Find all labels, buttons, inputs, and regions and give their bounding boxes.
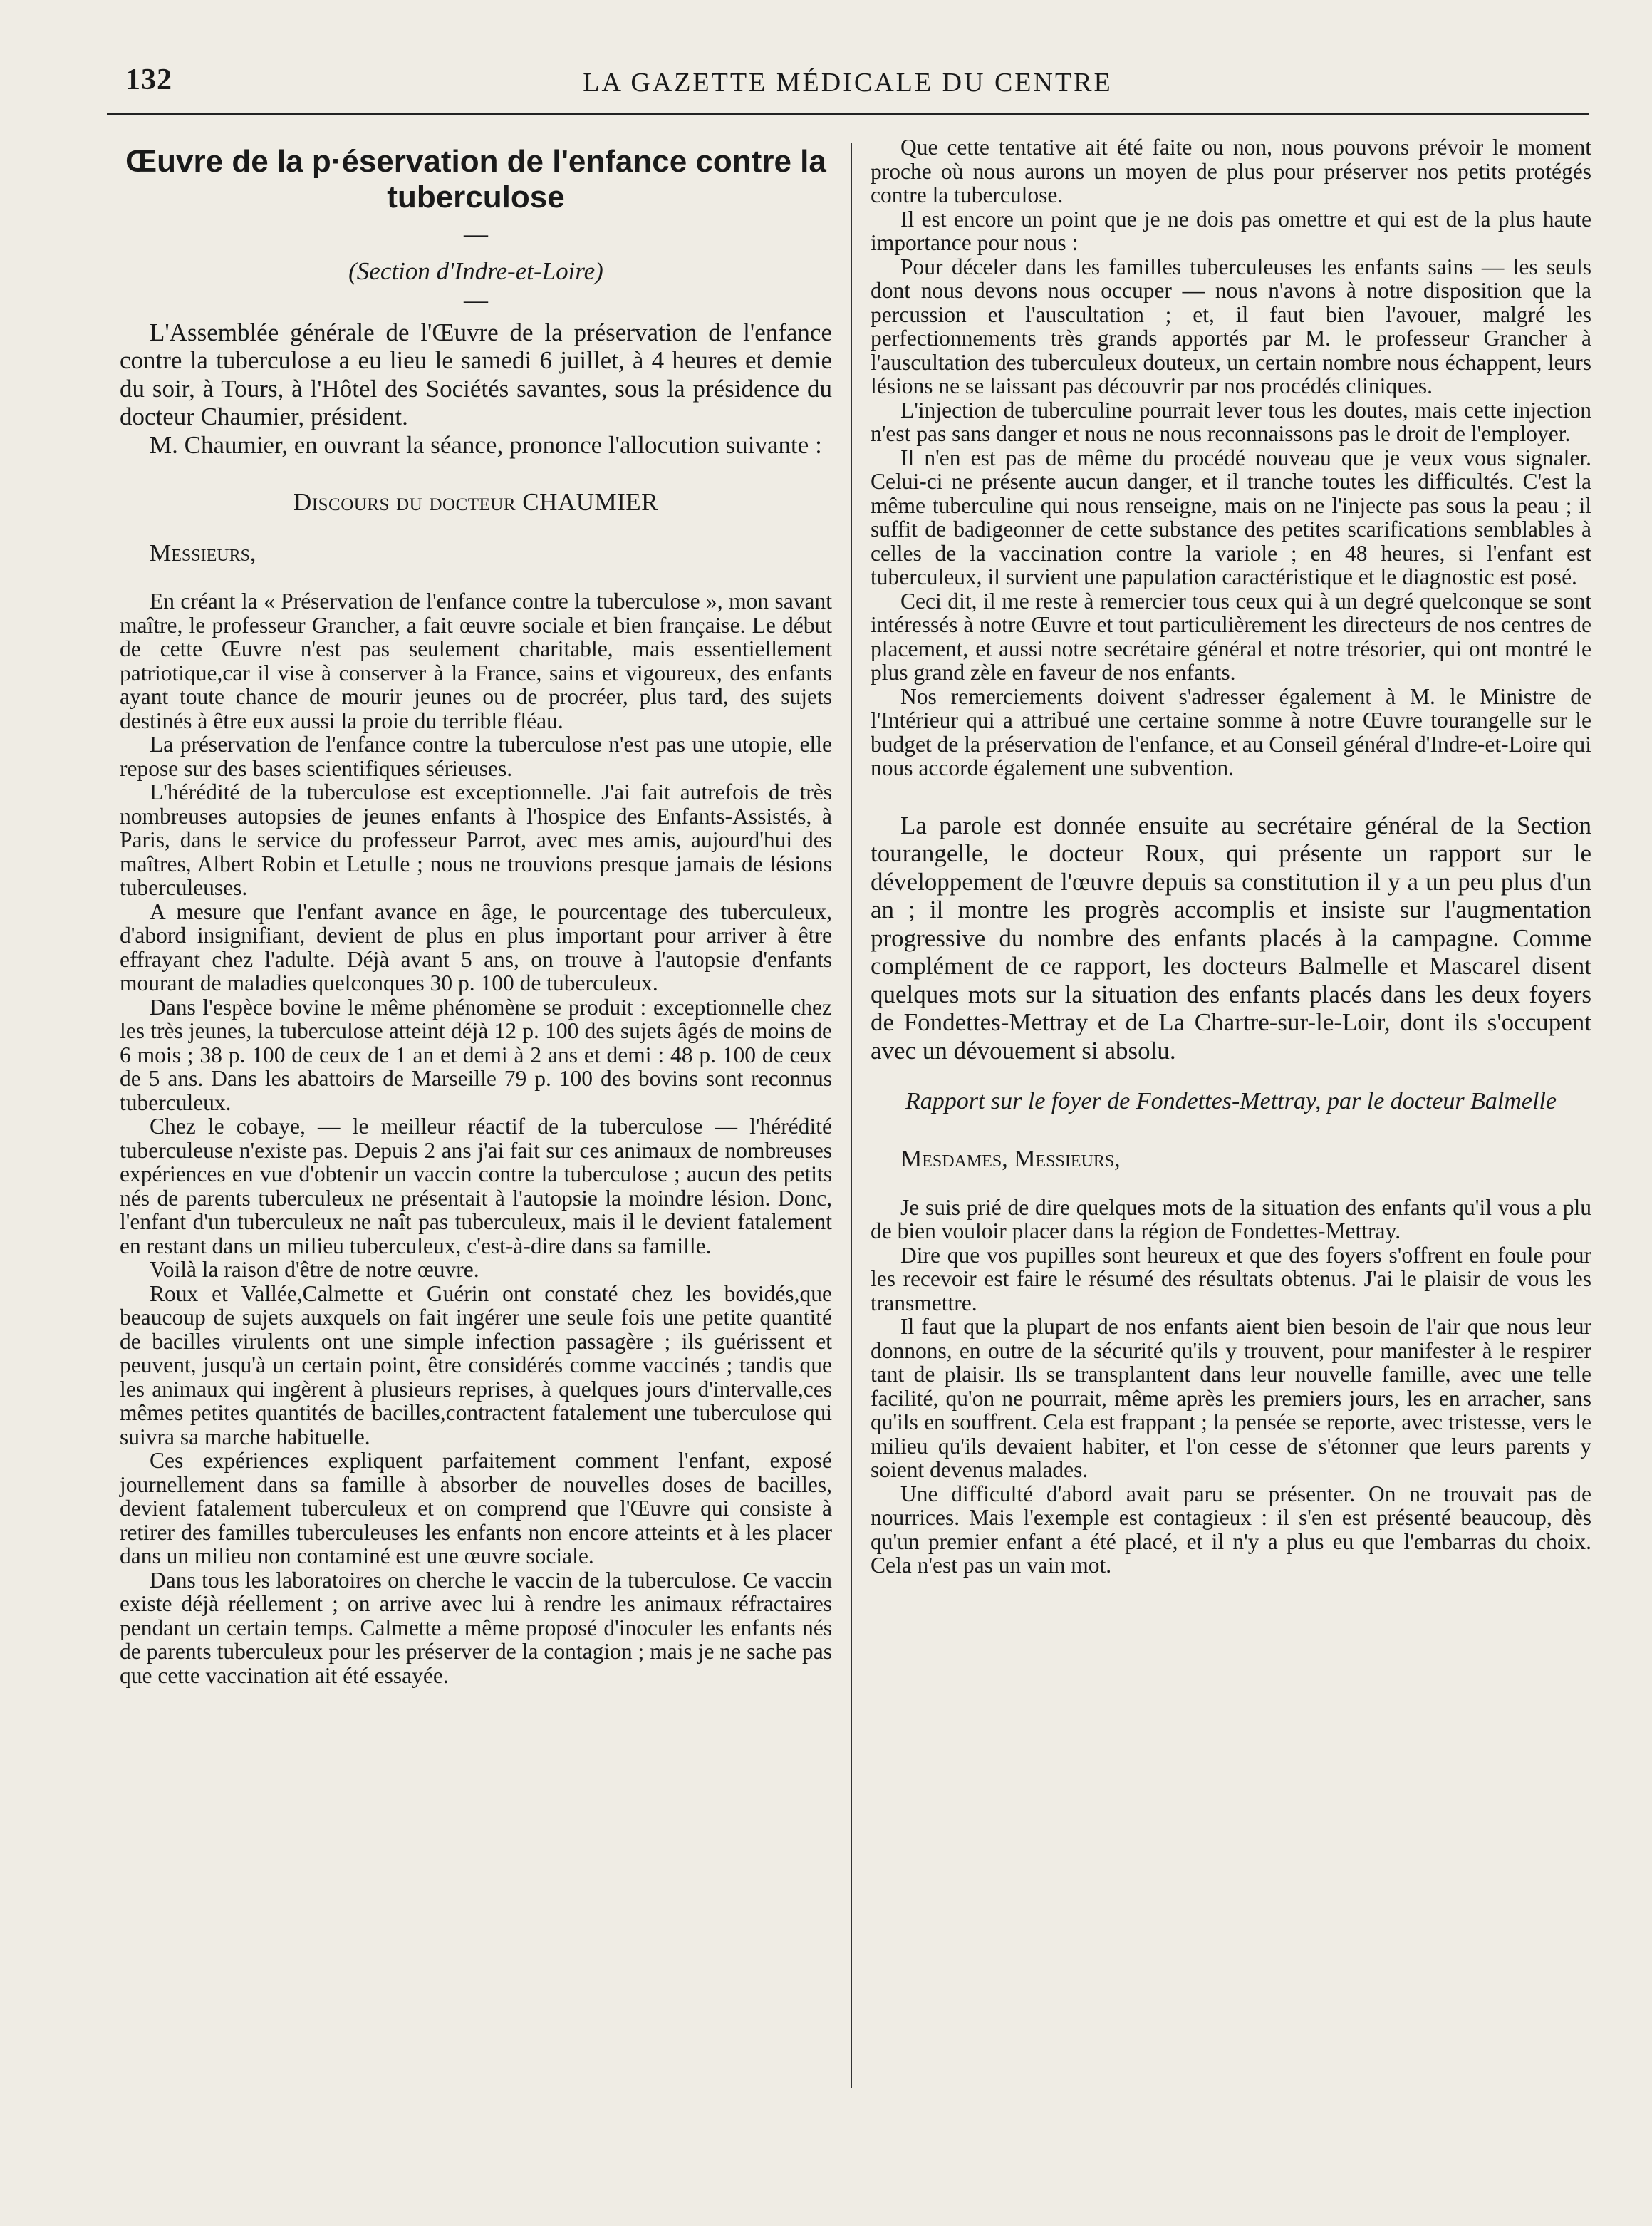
rapport-salutation: Mesdames, Messieurs, xyxy=(900,1146,1121,1172)
left-column xyxy=(120,135,832,1687)
running-title: LA GAZETTE MÉDICALE DU CENTRE xyxy=(583,68,1113,98)
rapport-paragraph: Une difficulté d'abord avait paru se présenter. On ne trouvait pas de nourrices. Mais l'exemple est contagieux : il s'en est présenté beaucoup, dès qu'un premier enfant a été placé, et il n'y a plus eu que l'embarras du choix. Cela n'est pas un vain mot. xyxy=(871,1481,1591,1578)
article-title: Œuvre de la p·éservation de l'enfance contre la tuberculose xyxy=(125,144,826,214)
discours-paragraph: Dans l'espèce bovine le même phénomène se produit : exceptionnelle chez les très jeunes, la tuberculose atteint déjà 12 p. 100 des sujets âgés de moins de 6 mois ; 38 p. 100 de ceux de 1 an et demi à 2 ans et demi : 48 p. 100 de ceux de 5 ans. Dans les abattoirs de Marseille 79 p. 100 des bovins sont reconnus tuberculeux. xyxy=(120,994,832,1115)
discours-paragraph: Il n'en est pas de même du procédé nouveau que je veux vous signaler. Celui-ci ne présente aucun danger, et il tranche toutes les difficultés. C'est la même tuberculine qui nous renseigne, mais on ne l'injecte pas sous la peau ; il suffit de badigeonner de cette substance des petites scarifications semblables à celles de la vaccination contre la variole ; en 48 heures, si l'enfant est tuberculeux, il survient une papulation caractéristique et le diagnostic est posé. xyxy=(871,445,1591,589)
rapport-title: Rapport sur le foyer de Fondettes-Mettray, par le docteur Balmelle xyxy=(905,1088,1557,1114)
header-rule xyxy=(107,113,1589,115)
page-number: 132 xyxy=(125,63,172,96)
discours-paragraph: Dans tous les laboratoires on cherche le vaccin de la tuberculose. Ce vaccin existe déjà réellement ; on arrive avec lui à rendre les animaux réfractaires pendant un certain temps. Calmette a même proposé d'inoculer les enfants nés de parents tuberculeux pour les préserver de la contagion ; mais je ne sache pas que cette vaccination ait été essayée. xyxy=(120,1567,832,1688)
discours-paragraph: En créant la « Préservation de l'enfance contre la tuberculose », mon savant maître, le professeur Grancher, a fait œuvre sociale et bien française. Le début de cette Œuvre n'est pas seulement charitable, mais essentiellement patriotique,car il vise à conserver à la France, sains et vigoureux, des enfants ayant toute chance de mourir jeunes ou de procréer, plus tard, des sujets destinés à être eux aussi la proie du terrible fléau. xyxy=(120,589,832,733)
column-divider xyxy=(851,143,852,2088)
section-subtitle: (Section d'Indre-et-Loire) xyxy=(348,257,603,285)
intro-paragraph: M. Chaumier, en ouvrant la séance, prononce l'allocution suivante : xyxy=(150,430,822,459)
discours-paragraph: Voilà la raison d'être de notre œuvre. xyxy=(150,1257,479,1282)
discours-paragraph: A mesure que l'enfant avance en âge, le pourcentage des tuberculeux, d'abord insignifiant, devient de plus en plus important pour arriver à être effrayant chez l'adulte. Déjà avant 5 ans, on trouve à l'autopsie d'enfants mourant de maladies quelconques 30 p. 100 de tuberculeux. xyxy=(120,899,832,995)
discours-paragraph: Ces expériences expliquent parfaitement comment l'enfant, exposé journellement dans sa famille à absorber de nouvelles doses de bacilles, devient fatalement tuberculeux et on comprend que l'Œuvre qui consiste à retirer des familles tuberculeuses les enfants non encore atteints et à les placer dans un milieu non contaminé est une œuvre sociale. xyxy=(120,1448,832,1568)
discours-paragraph: Chez le cobaye, — le meilleur réactif de la tuberculose — l'hérédité tuberculeuse n'existe pas. Depuis 2 ans j'ai fait sur ces animaux de nombreuses expériences en vue d'obtenir un vaccin contre la tuberculose ; aucun des petits nés de parents tuberculeux ne présentait à l'autopsie la moindre lésion. Donc, l'enfant d'un tuberculeux ne naît pas tuberculeux, mais il le devient fatalement en restant dans un milieu tuberculeux, c'est-à-dire dans sa famille. xyxy=(120,1114,832,1258)
title-dash: — xyxy=(464,221,488,247)
discours-paragraph: Roux et Vallée,Calmette et Guérin ont constaté chez les bovidés,que beaucoup de sujets auxquels on fait ingérer une seule fois une petite quantité de bacilles virulents ont une simple infection passagère ; ils guérissent et peuvent, jusqu'à un certain point, être considérés comme vaccinés ; tandis que les animaux qui ingèrent à plusieurs reprises, à quelques jours d'intervalle,ces mêmes petites quantités de bacilles,contractent fatalement une tuberculose qui suivra sa marche habituelle. xyxy=(120,1280,832,1449)
discours-paragraph: Que cette tentative ait été faite ou non, nous pouvons prévoir le moment proche où nous aurons un moyen de plus pour préserver nos petits protégés contre la tuberculose. xyxy=(871,135,1591,207)
summary-paragraph: La parole est donnée ensuite au secrétaire général de la Section tourangelle, le docteur Roux, qui présente un rapport sur le développement de l'œuvre depuis sa constitution il y a un peu plus d'un an ; il montre les progrès accomplis et insiste sur l'augmentation progressive du nombre des enfants placés à la campagne. Comme complément de ce rapport, les docteurs Balmelle et Mascarel disent quelques mots sur la situation des enfants placés dans les deux foyers de Fondettes-Mettray et de La Chartre-sur-le-Loir, dont ils s'occupent avec un dévouement si absolu. xyxy=(871,811,1591,1065)
discours-paragraph: Ceci dit, il me reste à remercier tous ceux qui à un degré quelconque se sont intéressés à notre Œuvre et tout particulièrement les directeurs de nos centres de placement, et aussi notre secrétaire général et notre trésorier, qui ont montré le plus grand zèle en faveur de nos enfants. xyxy=(871,588,1591,685)
discours-paragraph: L'injection de tuberculine pourrait lever tous les doutes, mais cette injection n'est pas sans danger et nous ne nous reconnaissons pas le droit de l'employer. xyxy=(871,397,1591,446)
rapport-paragraph: Il faut que la plupart de nos enfants aient bien besoin de l'air que nous leur donnons, en outre de la sécurité qu'ils y trouvent, pour manifester à le respirer tant de plaisir. Ils se transplantent dans leur nouvelle famille, avec une telle facilité, qu'on ne pourrait, même après les premiers jours, les en arracher, sans qu'ils en souffrent. Cela est frappant ; la pensée se reporte, avec tristesse, vers le milieu qu'ils devaient habiter, et l'on cesse de s'étonner que leurs parents y soient devenus malades. xyxy=(871,1314,1591,1482)
section-dash: — xyxy=(464,287,488,314)
discours-paragraph: Il est encore un point que je ne dois pas omettre et qui est de la plus haute importance pour nous : xyxy=(871,206,1591,255)
intro-paragraph: L'Assemblée générale de l'Œuvre de la préservation de l'enfance contre la tuberculose a eu lieu le samedi 6 juillet, à 4 heures et demie du soir, à Tours, à l'Hôtel des Sociétés savantes, sous la présidence du docteur Chaumier, président. xyxy=(120,318,832,430)
section-gap xyxy=(871,780,1591,812)
discours-title: Discours du docteur CHAUMIER xyxy=(293,488,658,516)
discours-paragraph: L'hérédité de la tuberculose est exceptionnelle. J'ai fait autrefois de très nombreuses autopsies de jeunes enfants à l'hospice des Enfants-Assistés, à Paris, dans le service du professeur Parrot, avec mes amis, aujourd'hui des maîtres, Albert Robin et Letulle ; nous ne trouvions presque jamais de lésions tuberculeuses. xyxy=(120,780,832,900)
page-header xyxy=(107,63,1589,105)
discours-paragraph: Nos remerciements doivent s'adresser également à M. le Ministre de l'Intérieur qui a attribué une certaine somme à notre Œuvre tourangelle sur le budget de la préservation de l'enfance, et au Conseil général d'Indre-et-Loire qui nous accorde également une subvention. xyxy=(871,683,1591,780)
discours-paragraph: Pour déceler dans les familles tuberculeuses les enfants sains — les seuls dont nous devons nous occuper — nous n'avons à notre disposition que la percussion et l'auscultation ; et, il faut bien l'avouer, malgré les perfectionnements très grands apportés par M. le professeur Grancher à l'auscultation des tuberculeux douteux, un certain nombre nous échappent, leurs lésions ne se laissant pas découvrir par nos procédés cliniques. xyxy=(871,254,1591,398)
right-column xyxy=(871,135,1591,1578)
rapport-paragraph: Je suis prié de dire quelques mots de la situation des enfants qu'il vous a plu de bien vouloir placer dans la région de Fondettes-Mettray. xyxy=(871,1194,1591,1243)
rapport-paragraph: Dire que vos pupilles sont heureux et que des foyers s'offrent en foule pour les recevoir est faire le résumé des résultats obtenus. J'ai le plaisir de vous les transmettre. xyxy=(871,1242,1591,1315)
discours-paragraph: La préservation de l'enfance contre la tuberculose n'est pas une utopie, elle repose sur des bases scientifiques sérieuses. xyxy=(120,732,832,781)
salutation: Messieurs, xyxy=(150,539,256,566)
